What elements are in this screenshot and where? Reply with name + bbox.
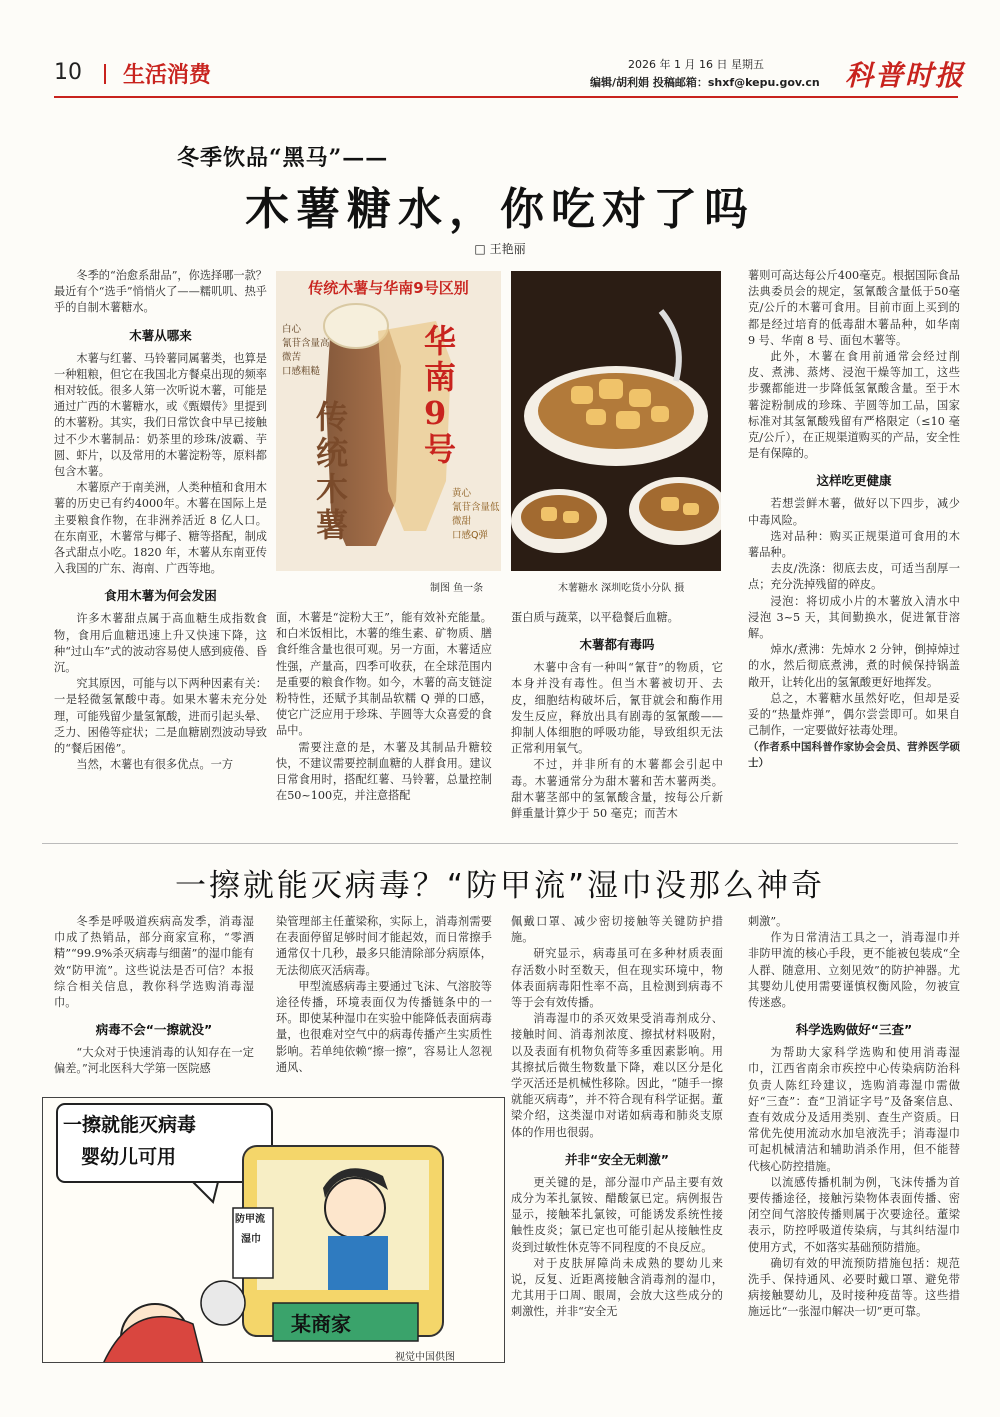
page-number: 10 <box>54 60 82 85</box>
author-note: （作者系中国科普作家协会会员、营养医学硕士） <box>748 741 960 770</box>
subheading: 木薯都有毒吗 <box>579 637 655 653</box>
cassava-comparison-infographic <box>276 271 501 571</box>
subheading: 并非“安全无刺激” <box>565 1151 669 1167</box>
paragraph: 焯水/煮沸：先焯水 2 分钟，倒掉焯过的水，然后彻底煮沸，煮的时候保持锅盖敞开，让转化出的氢氰酸更好地挥发。 <box>748 643 960 689</box>
article2-column-1 <box>54 914 254 1094</box>
cartoon-bubble-text-2: 婴幼儿可用 <box>81 1146 177 1168</box>
paragraph: 此外，木薯在食用前通常会经过削皮、煮沸、蒸烤、浸泡干燥等加工，这些步骤都能进一步降低氢氰酸含量。至于木薯淀粉制成的珍珠、芋圆等加工品，国家标准对其氢氰酸残留有严格限定（≤10 毫克/公斤），在正规渠道购买的产品，安全性是有保障的。 <box>748 350 960 461</box>
paragraph: “大众对于快速消毒的认知存在一定偏差。”河北医科大学第一医院感 <box>54 1046 254 1076</box>
subheading: 这样吃更健康 <box>816 473 892 489</box>
yellow-flesh-note: 黄心 <box>452 488 472 499</box>
paragraph: 消毒湿巾的杀灭效果受消毒剂成分、接触时间、消毒剂浓度、擦拭材料吸附，以及表面有机物负荷等多重因素影响。用其擦拭后微生物数量下降，难以区分是化学灭活还是机械性移除。因此，“随手一擦就能灭病毒”，并不符合现有科学证据。董梁介绍，这类湿巾对诺如病毒和肺炎支原体的作用也很弱。 <box>511 1012 723 1139</box>
article1-headline: 木薯糖水，你吃对了吗 <box>245 184 755 235</box>
traditional-cassava-label: 传统木薯 <box>316 398 349 544</box>
dessert-bowls-illustration <box>511 271 721 571</box>
paragraph: 蛋白质与蔬菜，以平稳餐后血糖。 <box>511 611 679 624</box>
cartoon-bubble-text-1: 一擦就能灭病毒 <box>63 1114 197 1136</box>
paragraph: 刺激”。 <box>748 915 788 928</box>
infographic-caption: 制图 鱼一条 <box>430 583 484 594</box>
photo-caption: 木薯糖水 深圳吃货小分队 摄 <box>558 583 685 594</box>
article1-column-4 <box>748 268 960 836</box>
article2-column-3 <box>511 914 723 1374</box>
paragraph: 为帮助大家科学选购和使用消毒湿巾，江西省南余市疾控中心传染病防治科负责人陈红玲建议，选购消毒湿巾需做好“三查”：查“卫消证字号”及备案信息、查有效成分及适用类别、查生产资质。日常优先使用流动水加皂液洗手；消毒湿巾可起机械清洁和辅助消杀作用，但不能替代核心防控措施。 <box>748 1046 960 1173</box>
cartoon-credit: 视觉中国供图 <box>395 1352 455 1363</box>
paragraph: 确切有效的甲流预防措施包括：规范洗手、保持通风、必要时戴口罩、避免带病接触婴幼儿，及时接种疫苗等。这些措施远比“一张湿巾解决一切”更可靠。 <box>748 1256 960 1319</box>
subheading: 科学选购做好“三查” <box>795 1022 913 1038</box>
subheading: 病毒不会“一擦就没” <box>95 1022 213 1038</box>
paragraph: 木薯原产于南美洲，人类种植和食用木薯的历史已有约4000年。木薯在国际上是主要粮食作物，在非洲养活近 8 亿人口。在东南亚，木薯常与椰子、糖等搭配，制成各式甜点小吃。1820 年，木薯从东南亚传入我国的广东、海南、广西等地。 <box>54 481 267 576</box>
wipes-label-1: 防甲流 <box>235 1214 265 1225</box>
article1-kicker: 冬季饮品“黑马”—— <box>177 145 389 171</box>
white-flesh-note: 白心 <box>282 324 302 335</box>
wipes-label-2: 湿巾 <box>241 1234 261 1245</box>
header-rule <box>54 96 958 98</box>
paragraph: 选对品种：购买正规渠道可食用的木薯品种。 <box>748 529 960 560</box>
cartoon-illustration <box>42 1097 505 1363</box>
paragraph: 以流感传播机制为例，飞沫传播为首要传播途径，接触污染物体表面传播、密闭空间气溶胶传播则属于次要途径。董梁表示，防控呼吸道传染病，与其纠结湿巾使用方式，不如落实基础预防措施。 <box>748 1175 960 1254</box>
paragraph: 薯则可高达每公斤400毫克。根据国际食品法典委员会的规定，氢氰酸含量低于50毫克/公斤的木薯可食用。目前市面上买到的都是经过培育的低毒甜木薯品种，如华南 9 号、华南 8 号、面包木薯等。 <box>748 269 960 347</box>
paragraph: 木薯中含有一种叫“氰苷”的物质，它本身并没有毒性。但当木薯被切开、去皮，细胞结构破坏后，氰苷就会和酶作用发生反应，释放出具有剧毒的氢氰酸——抑制人体细胞的呼吸功能，导致组织无法正常利用氧气。 <box>511 661 723 756</box>
paragraph: 甲型流感病毒主要通过飞沫、气溶胶等途径传播，环境表面仅为传播链条中的一环。即使某种湿巾在实验中能降低表面病毒量，也很难对空气中的病毒传播产生实质性影响。若单纯依赖“擦一擦”，容易让人忽视通风、 <box>276 979 492 1074</box>
paragraph: 究其原因，可能与以下两种因素有关：一是轻微氢氰酸中毒。如果木薯未充分处理，可能残留少量氢氰酸，进而引起头晕、乏力、困倦等症状；二是血糖剧烈波动导致的“餐后困倦”。 <box>54 677 267 756</box>
paragraph: 不过，并非所有的木薯都会引起中毒。木薯通常分为甜木薯和苦木薯两类。甜木薯茎部中的氢氰酸含量，按每公斤新鲜重量计算少于 50 毫克；而苦木 <box>511 758 723 821</box>
paragraph: 面，木薯是“淀粉大王”，能有效补充能量。和白米饭相比，木薯的维生素、矿物质、膳食纤维含量也很可观。另一方面，木薯适应性强，产量高，四季可收获，在全球范围内是重要的粮食作物。如今，木薯的高支链淀粉特性，还赋予其制品软糯 Q 弹的口感，使它广泛应用于珍珠、芋圆等大众喜爱的食品中。 <box>276 611 492 738</box>
paragraph: 染管理部主任董梁称，实际上，消毒剂需要在表面停留足够时间才能起效，而日常擦手通常仅十几秒，最多只能清除部分病原体，无法彻底灭活病毒。 <box>276 915 492 977</box>
paragraph: 作为日常清洁工具之一，消毒湿巾并非防甲流的核心手段，更不能被包装成“全人群、随意用、立刻见效”的防护神器。尤其婴幼儿使用需要谨慎权衡风险，勿被宣传迷惑。 <box>748 931 960 1010</box>
subheading: 食用木薯为何会发困 <box>104 588 217 604</box>
chewy-texture-note: 口感Q弹 <box>452 530 488 541</box>
subheading: 木薯从哪来 <box>129 327 192 343</box>
paragraph: 浸泡：将切成小片的木薯放入清水中浸泡 3~5 天，其间勤换水，促进氰苷溶解。 <box>748 594 960 641</box>
section-title: 生活消费 <box>123 63 212 88</box>
shop-sign: 某商家 <box>291 1312 351 1336</box>
paragraph: 木薯与红薯、马铃薯同属薯类，也算是一种粗粮，但它在我国北方餐桌出现的频率相对较低。很多人第一次听说木薯，可能是通过广西的木薯糖水，或《甄嬛传》里提到的木薯粉。其实，我们日常饮食中早已接触过不少木薯制品：奶茶里的珍珠/波霸、芋圆、虾片，以及常用的木薯淀粉等，原料都包含木薯。 <box>54 351 267 479</box>
infographic-title: 传统木薯与华南9号区别 <box>308 279 469 297</box>
article1-byline: □ 王艳丽 <box>474 242 526 256</box>
header-divider <box>104 64 106 84</box>
paragraph: 对于皮肤屏障尚未成熟的婴幼儿来说，反复、近距离接触含消毒剂的湿巾，尤其用于口周、眼周，会放大这些成分的刺激性，并非“安全无 <box>511 1256 723 1319</box>
editor-line: 编辑/胡利娟 投稿邮箱：shxf@kepu.gov.cn <box>590 76 820 89</box>
paragraph: 佩戴口罩、减少密切接触等关键防护措施。 <box>511 915 723 945</box>
low-cyanogen-note: 氰苷含量低 <box>452 502 500 513</box>
paragraph: 去皮/洗涤：彻底去皮，可适当刮厚一点；充分洗掉残留的碎皮。 <box>748 562 960 592</box>
slightly-sweet-note: 微甜 <box>452 516 472 527</box>
newspaper-logo: 科普时报 <box>845 59 966 92</box>
paragraph: 总之，木薯糖水虽然好吃，但却是妥妥的“热量炸弹”，偶尔尝尝即可。如果自己制作，一定要做好祛毒处理。 <box>748 691 960 738</box>
issue-date: 2026 年 1 月 16 日 星期五 <box>628 58 764 71</box>
paragraph: 冬季是呼吸道疾病高发季，消毒湿巾成了热销品，部分商家宣称，“零酒精”“99.9%杀灭病毒与细菌”的湿巾能有效“防甲流”。这些说法是否可信？本报综合相关信息，教你科学选购消毒湿巾。 <box>54 915 254 1010</box>
paragraph: 需要注意的是，木薯及其制品升糖较快，不建议需要控制血糖的人群食用。建议日常食用时，搭配红薯、马铃薯，总量控制在50~100克，并注意搭配 <box>276 740 492 803</box>
cartoon-scene <box>43 1098 505 1363</box>
paragraph: 研究显示，病毒虽可在多种材质表面存活数小时至数天，但在现实环境中，物体表面病毒阳性率不高，且检测到病毒不等于会有效传播。 <box>511 947 723 1010</box>
article2-column-2 <box>276 914 492 1094</box>
article2-column-4 <box>748 914 960 1374</box>
huanan9-label: 华南9号 <box>424 322 457 468</box>
cassava-dessert-photo <box>511 271 721 571</box>
article-separator <box>42 843 958 844</box>
paragraph: 更关键的是，部分湿巾产品主要有效成分为苯扎氯铵、醋酸氯已定。病例报告显示，接触苯扎氯铵，可能诱发系统性接触性皮炎；氯已定也可能引起从接触性皮炎到过敏性休克等不同程度的不良反应。 <box>511 1175 723 1254</box>
article2-headline: 一擦就能灭病毒？“防甲流”湿巾没那么神奇 <box>174 868 826 904</box>
paragraph: 许多木薯甜点属于高血糖生成指数食物，食用后血糖迅速上升又快速下降，这种“过山车”式的波动容易使人感到疲倦、昏沉。 <box>54 612 267 675</box>
article1-column-1 <box>54 268 267 836</box>
paragraph: 当然，木薯也有很多优点。一方 <box>76 758 234 772</box>
article1-column-2 <box>276 610 492 836</box>
paragraph: 若想尝鲜木薯，做好以下四步，减少中毒风险。 <box>748 497 960 527</box>
coarse-texture-note: 口感粗糙 <box>282 366 321 377</box>
article1-column-3 <box>511 610 723 836</box>
high-cyanogen-note: 氰苷含量高 <box>282 338 330 349</box>
slightly-bitter-note: 微苦 <box>282 352 302 363</box>
paragraph: 冬季的“治愈系甜品”，你选择哪一款？最近有个“选手”悄悄火了——糯叽叽、热乎乎的自制木薯糖水。 <box>54 269 267 315</box>
